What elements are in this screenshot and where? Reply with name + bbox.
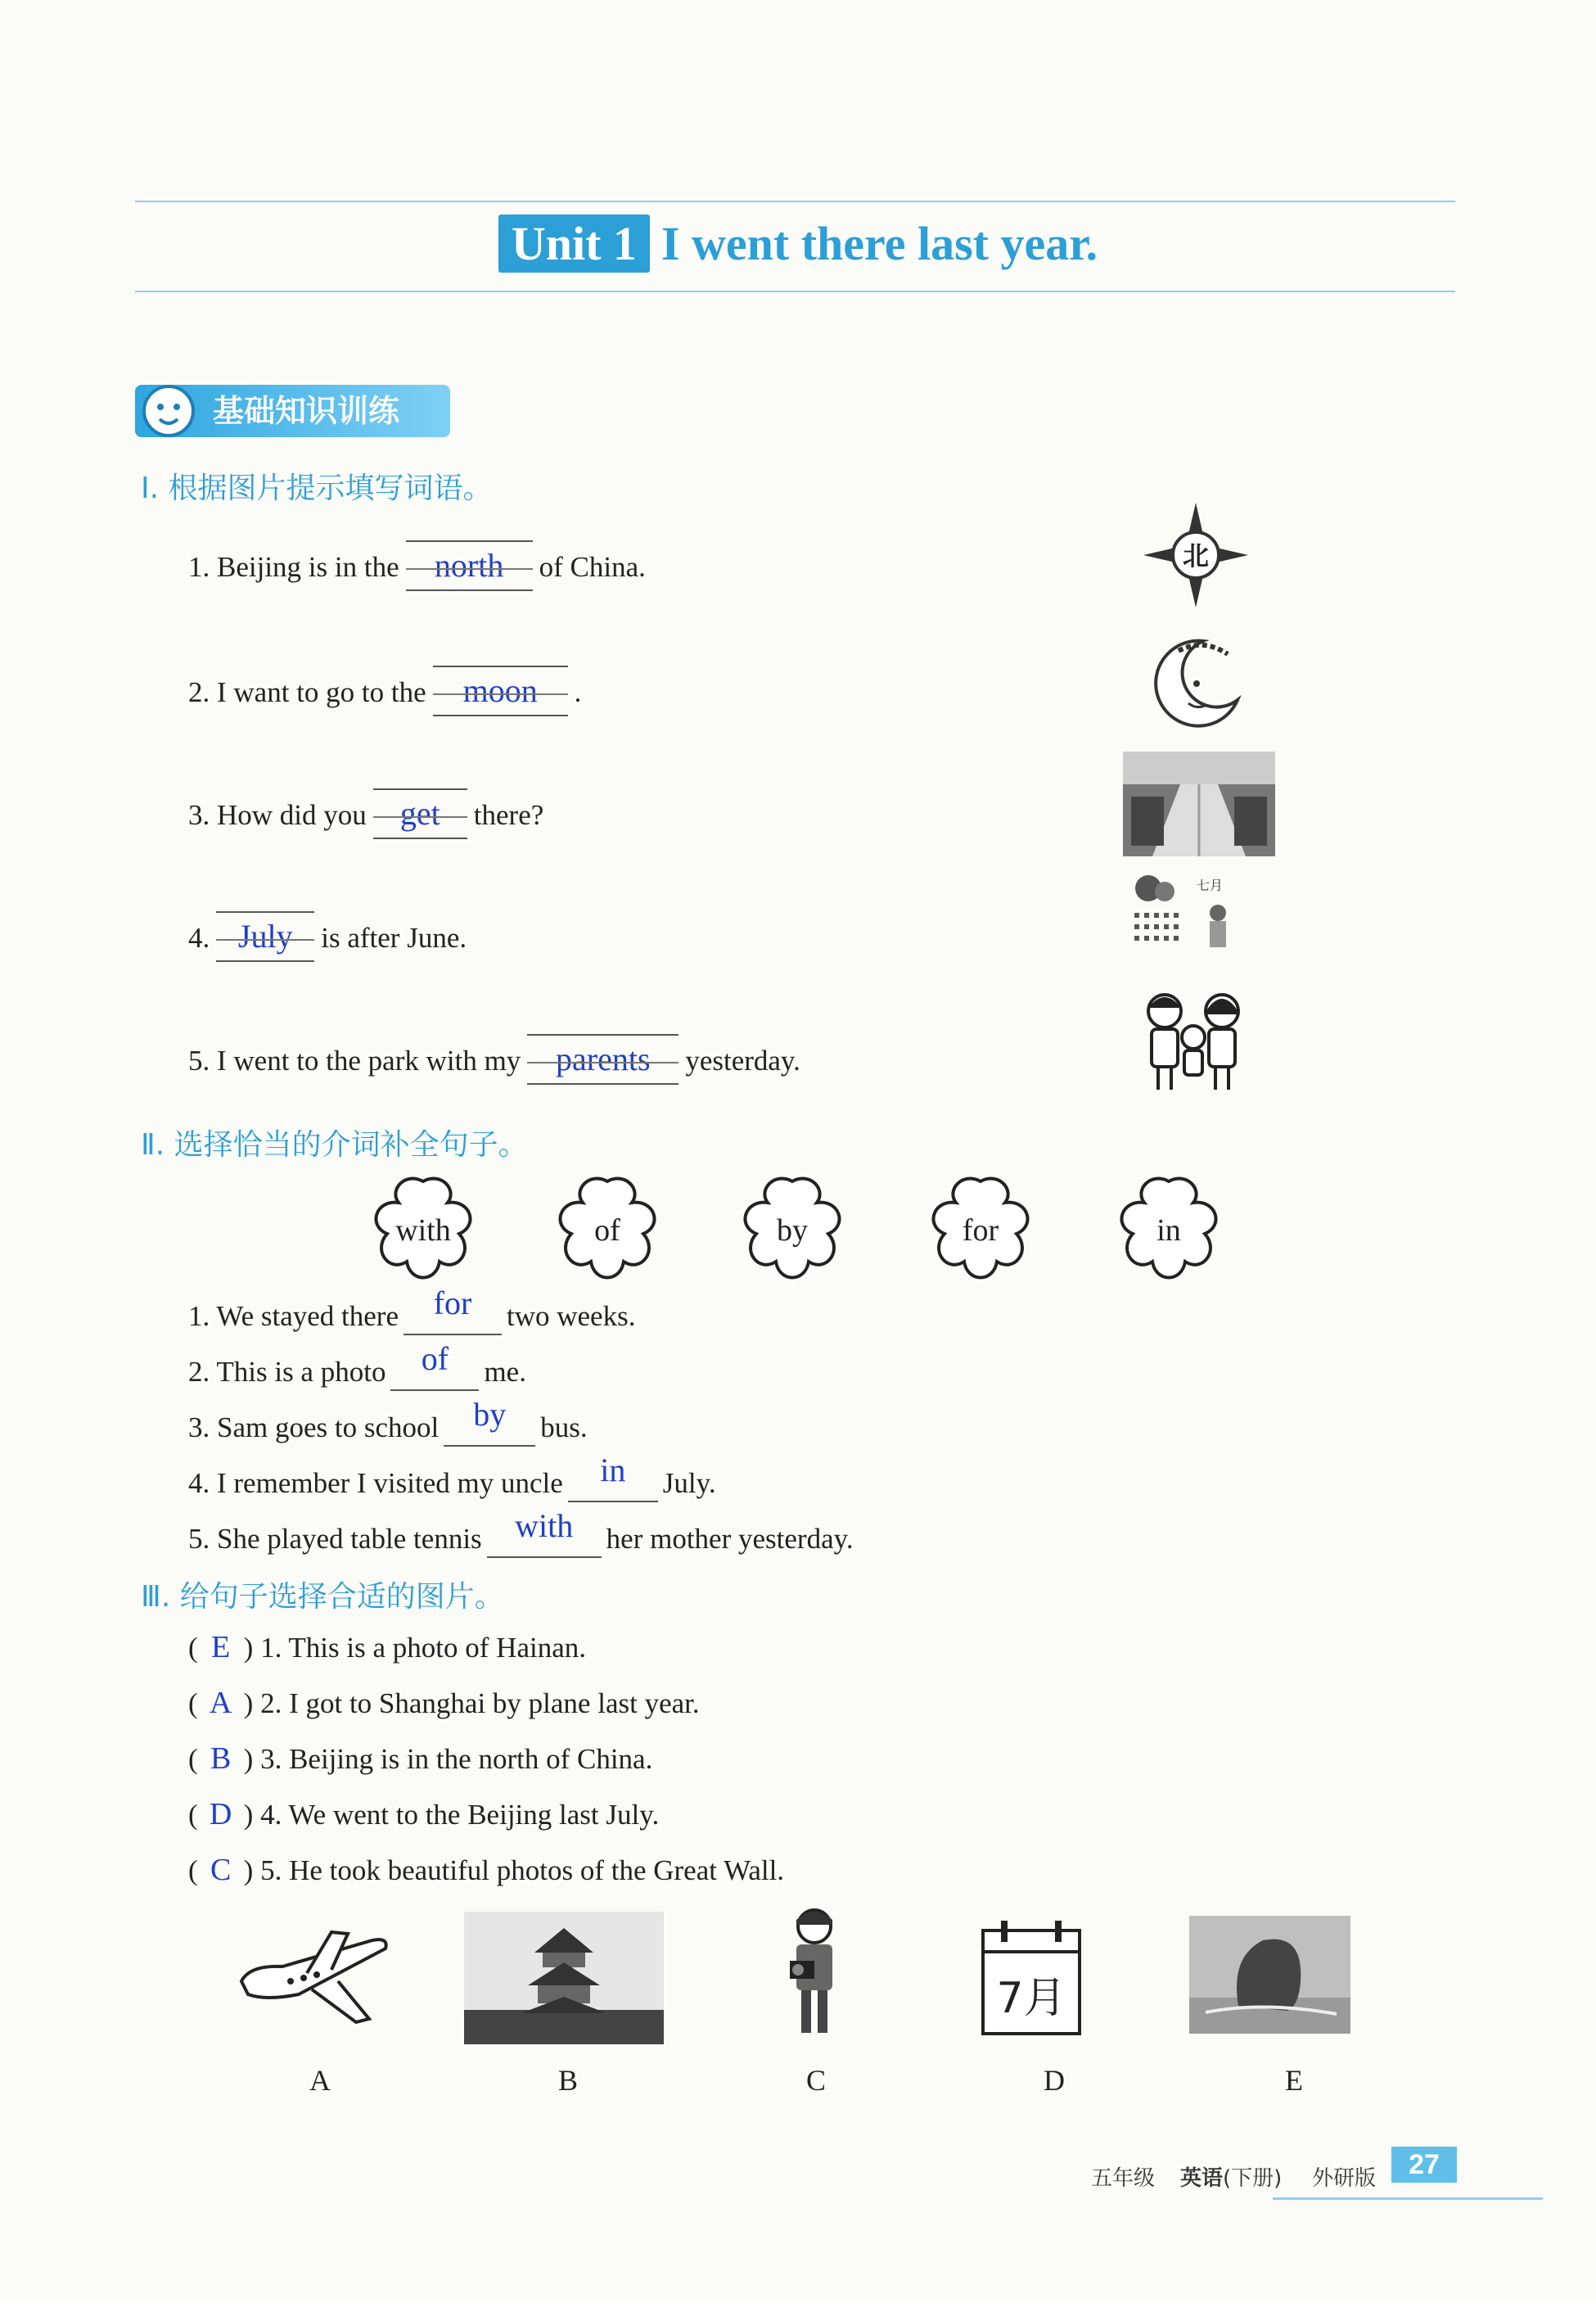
answer: E <box>211 1630 231 1664</box>
part3-item-1: ( E ) 1. This is a photo of Hainan. <box>188 1630 586 1664</box>
answer: of <box>421 1340 449 1377</box>
part3-heading: Ⅲ. 给句子选择合适的图片。 <box>141 1580 504 1614</box>
pic-label-d: D <box>1044 2064 1065 2097</box>
moon-icon <box>1146 634 1244 733</box>
answer: by <box>473 1396 507 1433</box>
option-flower-by: by <box>735 1175 850 1281</box>
page-number: 27 <box>1391 2147 1457 2183</box>
option-flower-of: of <box>550 1175 665 1281</box>
part1-heading: Ⅰ. 根据图片提示填写词语。 <box>141 472 493 505</box>
station-photo-icon <box>1123 752 1275 856</box>
part1-item-2: 2. I want to go to the moon . <box>188 666 581 716</box>
unit-title-text: I went there last year. <box>660 217 1098 270</box>
answer: A <box>209 1686 232 1720</box>
svg-text:北: 北 <box>1182 540 1210 571</box>
title-rule-top <box>135 201 1455 202</box>
part3-item-3: ( B ) 3. Beijing is in the north of China. <box>188 1741 653 1776</box>
part2-item-3: 3. Sam goes to school by bus. <box>188 1407 588 1447</box>
footer-rule <box>1273 2197 1543 2200</box>
footer-grade: 五年级 <box>1091 2166 1156 2191</box>
temple-of-heaven-photo <box>464 1912 664 2044</box>
part2-item-2: 2. This is a photo of me. <box>188 1351 526 1391</box>
answer: B <box>210 1741 232 1776</box>
family-icon <box>1140 987 1247 1093</box>
pic-label-c: C <box>806 2064 827 2097</box>
answer: north <box>434 547 504 584</box>
part1-item-5: 5. I went to the park with my parents yesterday. <box>188 1034 800 1085</box>
mascot-icon <box>140 380 197 442</box>
footer-publisher: 外研版 <box>1312 2166 1377 2191</box>
part3-item-4: ( D ) 4. We went to the Beijing last July. <box>188 1797 660 1831</box>
answer: with <box>515 1507 574 1544</box>
pic-label-b: B <box>558 2064 579 2097</box>
part2-heading: Ⅱ. 选择恰当的介词补全句子。 <box>141 1128 528 1162</box>
option-flower-with: with <box>366 1175 480 1281</box>
section-tag <box>135 385 450 437</box>
svg-text:7月: 7月 <box>996 1974 1066 2023</box>
answer: C <box>210 1853 232 1887</box>
part1-item-1: 1. Beijing is in the north of China. <box>188 540 646 591</box>
hainan-rock-photo <box>1189 1916 1350 2034</box>
answer: moon <box>462 672 538 709</box>
answer: in <box>600 1452 626 1488</box>
section-tag-label: 基础知识训练 <box>213 393 400 429</box>
pic-label-e: E <box>1285 2064 1303 2097</box>
footer-volume: (下册) <box>1223 2166 1283 2191</box>
answer: for <box>433 1285 472 1321</box>
part3-item-5: ( C ) 5. He took beautiful photos of the Great Wall. <box>188 1853 785 1887</box>
answer: get <box>399 795 440 832</box>
option-flower-for: for <box>923 1175 1038 1281</box>
answer: July <box>237 918 293 955</box>
unit-title <box>0 214 1596 273</box>
part2-item-5: 5. She played table tennis with her mother yesterday. <box>188 1518 854 1558</box>
unit-badge: Unit 1 <box>498 214 650 273</box>
part2-item-4: 4. I remember I visited my uncle in July. <box>188 1462 716 1502</box>
compass-north-icon <box>1142 501 1250 609</box>
pic-label-a: A <box>309 2064 331 2097</box>
airplane-icon <box>233 1916 397 2039</box>
part1-item-4: 4. July is after June. <box>188 911 467 962</box>
calendar-icon <box>978 1916 1084 2039</box>
photographer-icon <box>773 1903 855 2043</box>
calendar-july-icon <box>1128 872 1242 962</box>
part2-item-1: 1. We stayed there for two weeks. <box>188 1295 635 1335</box>
svg-text:七月: 七月 <box>1196 878 1224 893</box>
answer: D <box>209 1797 232 1831</box>
answer: parents <box>556 1041 651 1077</box>
footer-subject: 英语 <box>1180 2166 1224 2191</box>
part1-item-3: 3. How did you get there? <box>188 788 543 839</box>
option-flower-in: in <box>1111 1175 1226 1281</box>
part3-item-2: ( A ) 2. I got to Shanghai by plane last year. <box>188 1686 700 1720</box>
title-rule-bottom <box>135 291 1455 292</box>
